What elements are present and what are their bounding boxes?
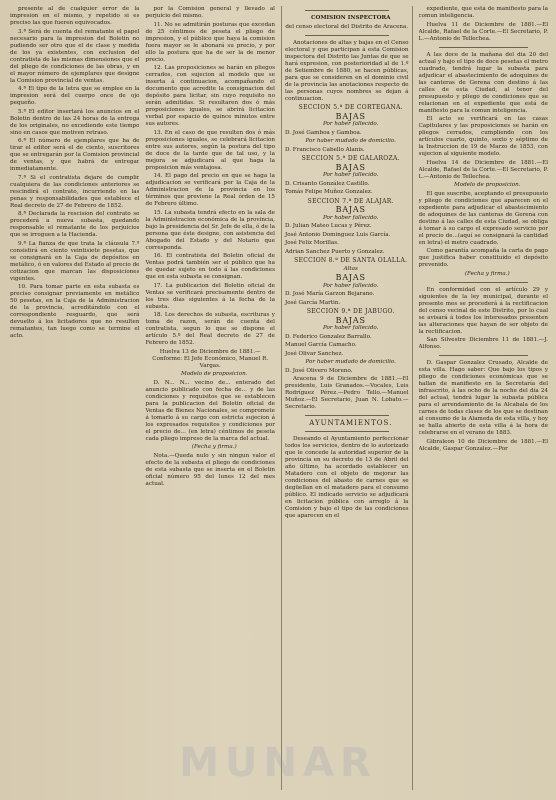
paragraph: Aracena 9 de Diciembre de 1881.—El presidente, Luis Granados.—Vocales, Luis Rodríguez Pérez.—Pedro Tello.—Manuel Muñoz.—El Secretario, Juan N. Lobato.—Secretario. [284, 376, 409, 410]
column-2 [145, 6, 274, 790]
watermark: MUNAR [179, 740, 377, 786]
name-entry: Adrian Sanchez Puerto y Gonzalez. [284, 248, 385, 255]
section-santa-olalla: SECCION 8.ª DE SANTA OLALLA. [294, 257, 408, 264]
name-entry: D. José Olivero Moreno. [284, 367, 353, 374]
mudado-label: Por haber mudado de domicilio. [305, 138, 396, 144]
date-signature: (Fecha y firma.) [191, 444, 237, 450]
name-entry: Tomás Felipe Muñoz Gonzalez. [284, 189, 373, 195]
subheading: del censo electoral del Distrito de Aracena. [285, 23, 409, 30]
paragraph: 6.ª El número de ejemplares que ha de tirar el editor será el de ciento, suscritores que se entregarán por la Comision provincial de ventas, y que habrá de entregar inmediatamente. [10, 138, 140, 172]
paragraph: 11. No se admitirán posturas que excedan de 25 céntimos de peseta el pliego de impresion, y el público que haya la comision fuera mayor se le abonará su precio, y por ello la postura que ha de ser la de menor precio. [145, 21, 275, 63]
divider [305, 415, 389, 416]
fallecido-label: Por haber fallecido. [323, 172, 379, 178]
paragraph: 7.ª Si el contratista dejare de cumplir cualquiera de las condiciones anteriores se rescindirá el contrato, incurriendo en las penas y responsabilidades que establece el Real decreto de 27 de Febrero de 1852. [10, 174, 140, 209]
section-heading: COMISION INSPECTORA [311, 15, 391, 21]
paragraph: 14. El pago del precio en que se haga la adjudicacion se verificará por la Caja de la Administracion de la provincia en los términos que previene la Real órden de 15 de Febrero último. [145, 173, 275, 207]
note: Nota.—Queda nulo y sin ningun valor el efecto de la subasta el pliego de condiciones de esta subasta que se inserta en el Boletin oficial número 95 del lunes 12 del mes actual. [145, 452, 275, 487]
paragraph: En conformidad con el artículo 29 y siguientes de la ley municipal, durante el presente mes se procederá á la rectificacion del censo vecinal de este Distrito, por lo cual se avisará á todos los interesados presenten las alteraciones que hayan de ser objeto de la rectificacion. [418, 286, 548, 335]
paragraph: 8.ª Declarada la rescision del contrato se procederá a nueva subasta, quedando responsable el rematante de los perjuicios que se irroguen a la Hacienda. [10, 211, 140, 238]
paragraph: por la Comision general y llevado al perjuicio del mismo. [145, 6, 275, 19]
signature: Gibraleon 10 de Diciembre de 1881.—El Alcalde, Gaspar Gonzalez.—Por [418, 438, 548, 452]
paragraph: 18. Los derechos de subasta, escrituras y toma de razon, serán de cuenta del contratista, segun lo que se dispone el artículo 5.º del Real decreto de 27 de Febrero de 1852. [145, 312, 275, 346]
fallecido-label: Por haber fallecido. [323, 214, 379, 221]
fallecido-label: Por haber fallecido. [323, 121, 379, 127]
paragraph: 10. Para tomar parte en esta subasta es preciso consignar previamente en metálico 50 pesetas, en la Caja de la Administracion de la provincia, acreditándolo con el correspondiente resguardo, que será devuelto á los licitadores que no resulten rematantes, tan luego como se termine el acto. [10, 284, 140, 339]
fallecido-label: Por haber fallecido. [323, 325, 379, 331]
signature: Huelva 14 de Diciembre de 1881.—El Alcalde, Rafael de la Corte.—El Secretario, P. L.—Antonio de Tellechea. [418, 159, 548, 180]
ayuntamientos-heading: AYUNTAMIENTOS. [309, 419, 393, 427]
column-3 [281, 6, 413, 790]
paragraph: 13. En el caso de que resulten dos ó más proposiciones iguales, se celebrará licitacion entre sus autores, según la postura del tipo de doce de la tarde que de tal uso, y la mejora se adjudicará al que haga la proposicion más ventajosa. [145, 129, 275, 171]
bajas-label: BAJAS [335, 205, 366, 214]
divider [439, 282, 528, 283]
column-1 [10, 6, 139, 790]
name-entry: D. Federico Gonzalez Barrallo. [284, 333, 372, 340]
altas-label: Altas [343, 265, 358, 272]
divider [439, 47, 528, 48]
paragraph: 5.ª El editor insertará los anuncios en el Boletin dentro de las 24 horas de la entrega de los originales, no excediendo este tiempo sino en casos que motiven retraso. [10, 108, 140, 136]
paragraph: 3.ª Será de cuenta del rematante el papel necesario para la impresion del Boletin no pudiendo ser otro que el de clase y medida de los ya existentes, con exclusion del contratista de las mismas dimensiones que el del pliego de condiciones de las obras, y en el mayor número de ejemplares que designe la Comision provincial de ventas. [10, 28, 140, 84]
paragraph: 17. La publicacion del Boletin oficial de Ventas se verificará precisamente dentro de los tres dias siguientes á la fecha de la subasta. [145, 282, 275, 310]
name-entry: D. José Gamboa y Gamboa. [284, 129, 362, 136]
column-4 [419, 6, 548, 790]
mudado-label: Por haber mudado de domicilio. [305, 359, 396, 365]
section-alajar: SECCION 7.ª DE ALAJAR. [307, 197, 394, 205]
paragraph: A las doce de la mañana del dia 20 del actual y bajo el tipo de doce pesetas el metro cuadrado, tendrá lugar la subasta para adjudicar el abastecimiento de adoquines de las canteras de Gerena con destino á las calles de esta Ciudad, al tenor del presupuesto y pliego de condiciones que se relacionan en el expediente que está de manifiesto para la comun inteligencia. [418, 51, 548, 114]
paragraph: Deseando el Ayuntamiento perfeccionar todos los servicios, dentro de lo autorizado que le concede la autoridad superior de la provincia en su decreto de 13 de Abril del año último, ha acordado establecer un Matadero con el objeto de mejorar las condiciones del abasto de carnes que se degüellan en el matadero para el consumo público. El indicado servicio se adjudicará en licitacion pública con arreglo á la Comision y bajo el tipo de las condiciones que aparecen en el [284, 436, 409, 519]
section-galaroza: SECCION 5.ª DE GALAROZA. [301, 155, 400, 162]
paragraph: presente al de cualquier error de la impresion en el mismo, y repetido si es preciso las que fueren equivocados. [10, 6, 140, 26]
divider [305, 431, 389, 432]
bajas-label: BAJAS [335, 315, 366, 325]
name-entry: José Olivar Sanchez. [284, 350, 344, 357]
section-cortegana: SECCION 5.ª DE CORTEGANA. [298, 104, 403, 111]
model-title: Modelo de proposicion. [454, 182, 521, 188]
paragraph: expediente, que está de manifiesto para la comun inteligencia. [418, 6, 548, 19]
paragraph: D. N... N... vecino de... enterado del anuncio publicado con fecha de... y de las condiciones y requisitos que se establecen para la publicacion del Boletin oficial de Ventas de Bienes Nacionales, se compromete á tomarlo á su cargo con estricta sujecion á los expresados requisitos y condiciones por el precio de... (en letra) céntimos de peseta cada pliego impreso de la marca del actual. [145, 379, 275, 442]
name-entry: D. Julian Mateo Lucas y Pérez. [284, 223, 372, 229]
name-entry: D. Crisanto González Castillo. [284, 180, 370, 187]
bajas-label: BAJAS [335, 162, 366, 172]
signature: Huelva 11 de Diciembre de 1881.—El Alcalde, Rafael de la Corte.—El Secretario, P. L.—Antonio de Tellechea. [418, 21, 548, 42]
name-entry: José Feliz Morillas. [284, 240, 339, 246]
paragraph: 16. El contratista del Boletin oficial de Ventas podrá también ser el público que ha de quedar sujeto en todo á las condiciones que en esta subasta se consignan. [145, 253, 275, 280]
name-entry: D. José María Garzon Bejarano. [284, 291, 375, 297]
paragraph: 12. Las proposiciones se harán en pliegos cerrados, con sujecion al modelo que se inserta á continuacion, acompañando el documento que acredite la consignacion del depósito para licitar, sin cuyo requisito no serán admitidas. Si resultaren dos ó más proposiciones iguales, se abrirá licitacion verbal por espacio de quince minutos entre sus autores. [145, 65, 275, 127]
paragraph: 9.ª La fianza de que trata la cláusula 7.ª consistirá en ciento veintisiete pesetas, que se consignará en la Caja de depósitos en metálico, ó en valores del Estado al precio de cotizacion que marcan las disposiciones vigentes. [10, 240, 140, 282]
fallecido-label: Por haber fallecido. [323, 282, 379, 289]
divider [305, 10, 389, 11]
bajas-label: BAJAS [335, 273, 366, 282]
name-entry: Manuel García Camacho. [284, 342, 357, 348]
paragraph: 15. La subasta tendrá efecto en la sala de la Administracion económica de la provincia, bajo la presidencia del Sr. Jefe de ella, ó de la persona que éste designe, con asistencia del Abogado del Estado y del Notario que corresponda. [145, 209, 275, 251]
model-title: Modelo de proposicion. [180, 371, 248, 377]
signature: San Silvestre Diciembre 11 de 1881.—J. Alfonso. [418, 337, 548, 350]
paragraph: El acto se verificará en las casas Capitulares y las proposiciones se harán en pliegos cerrados, cumpliendo con los artículos cuarto, quinto, sexto y séptimo de la Instruccion de 19 de Marzo de 1853, con sujecion al siguiente modelo. [418, 116, 548, 157]
divider [305, 35, 389, 36]
paragraph: D. Gaspar Gonzalez Crusado, Alcalde de esta villa. Hago saber: Que bajo los tipos y pliego de condiciones económicas que se hallan de manifiesto en la Secretaría del infrascrito, á las ocho de la noche del dia 24 del actual, tendrá lugar la subasta pública para el arrendamiento de la Alcabala de los carnes de todas clases de los que se destinan al consumo de la Alameda de esta villa, y hoy se halla abierto de esta villa á la hora de celebrarse en el verano de 1883. [418, 360, 548, 436]
section-jabugo: SECCION 9.ª DE JABUGO. [306, 308, 395, 315]
paragraph: El que suscribe, aceptando el presupuesto y pliego de condiciones que aparecen en el expediente para adjudicar el abastecimiento de adoquines de las canteras de Gerena con destino á las calles de esta Ciudad, se obliga á tomar á su cargo el expresado servicio por el precio de...(aquí se consignará la cantidad en letra) el metro cuadrado. [418, 190, 548, 246]
divider [439, 355, 528, 356]
name-entry: D. Francisco Cabello Alanis. [284, 146, 365, 153]
paragraph: Anotaciones de altas y bajas en el Censo electoral y que participan á esta Comision inspectora del Distrito las Juntas de que se hará expresion, con posterioridad al de 1.º de Setiembre de 1880, se hacen públicas, para que se consideren en el dominio civil de la provincia las anotaciones respecto de las personas cuyos nombres se dejan á continuacion. [284, 39, 409, 102]
paragraph: 4.ª El tipo de la letra que se emplee en la impresion será del cuerpo once de ojo pequeño. [10, 86, 140, 106]
bajas-label: BAJAS [335, 111, 366, 121]
name-entry: José Antonio Dominguez Luis García. [284, 231, 391, 238]
signature: Huelva 13 de Diciembre de 1881.—Conforme: El Jefe Económico, Manuel R. Vargas. [152, 348, 269, 369]
date-signature: (Fecha y firma.) [464, 270, 510, 277]
paragraph: Como garantía acompaña la carta de pago que justifica haber constituido el depósito prevenido. [418, 248, 548, 268]
name-entry: José García Martin. [284, 299, 341, 306]
